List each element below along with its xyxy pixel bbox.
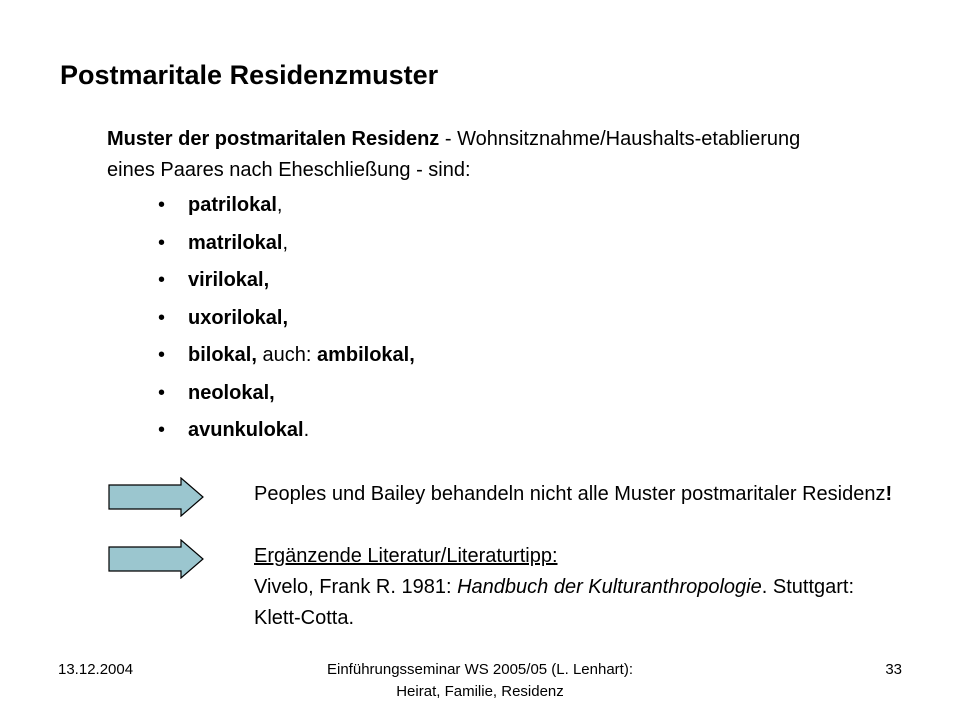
coverage-note-text: Peoples und Bailey behandeln nicht alle Muster postmaritaler Residenz <box>254 483 886 505</box>
footer-page-number: 33 <box>885 661 902 678</box>
pattern-term: bilokal, <box>188 344 257 366</box>
bullet-dot: • <box>158 381 166 404</box>
bullet-dot: • <box>158 419 166 441</box>
pattern-connector: auch: <box>256 344 317 366</box>
pattern-punct: , <box>282 231 289 254</box>
pattern-term: avunkulokal <box>188 419 304 441</box>
pattern-term: matrilokal <box>188 231 283 254</box>
list-item <box>158 190 415 228</box>
list-item <box>158 415 415 453</box>
literature-reference <box>254 572 904 634</box>
pattern-punct: , <box>276 194 283 216</box>
reference-title: Handbuch der Kulturanthropologie <box>457 576 762 598</box>
footer-course-line2: Heirat, Familie, Residenz <box>396 683 564 700</box>
list-item <box>158 265 415 303</box>
bullet-dot: • <box>158 194 166 216</box>
right-arrow-icon <box>107 539 205 579</box>
slide-title: Postmaritale Residenzmuster <box>60 60 439 90</box>
footer-date: 13.12.2004 <box>58 661 134 678</box>
reference-author-year: Vivelo, Frank R. 1981: <box>254 576 458 598</box>
literature-heading: Ergänzende Literatur/Literaturtipp: <box>254 545 558 567</box>
footer-course-line1: Einführungsseminar WS 2005/05 (L. Lenhart): <box>327 661 633 678</box>
coverage-note-exclamation: ! <box>885 483 893 505</box>
list-item <box>158 378 415 416</box>
list-item <box>158 303 415 341</box>
residence-pattern-list <box>158 190 415 453</box>
right-arrow-icon <box>107 477 205 517</box>
pattern-term-alt: ambilokal, <box>316 344 415 366</box>
pattern-punct: . <box>303 419 310 441</box>
coverage-note <box>254 479 904 510</box>
pattern-term: virilokal, <box>188 269 270 291</box>
bullet-dot: • <box>158 231 166 254</box>
intro-bold-term: Muster der postmaritalen Residenz <box>107 128 440 150</box>
reference-publisher: . Stuttgart: Klett-Cotta. <box>254 576 855 629</box>
pattern-term: patrilokal <box>188 194 277 216</box>
pattern-term: uxorilokal, <box>188 306 289 329</box>
literature-tip <box>254 541 904 634</box>
pattern-term: neolokal, <box>188 381 275 404</box>
bullet-dot: • <box>158 306 166 329</box>
list-item <box>158 340 415 378</box>
intro-text: - Wohnsitznahme/Haushalts-etablierung eines Paares nach Eheschließung - sind: <box>107 128 801 181</box>
bullet-dot: • <box>158 344 166 366</box>
footer-course-info <box>230 659 730 703</box>
list-item <box>158 228 415 266</box>
intro-paragraph <box>107 124 827 186</box>
bullet-dot: • <box>158 269 166 291</box>
